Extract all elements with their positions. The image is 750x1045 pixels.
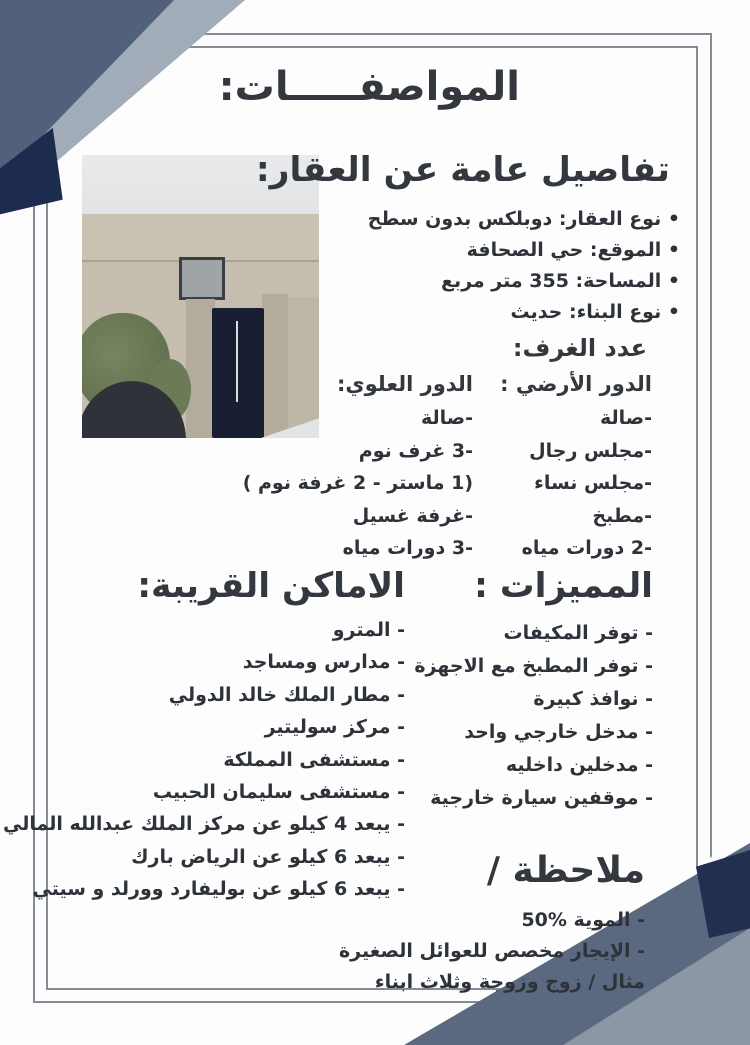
section-note: [339, 850, 645, 998]
nearby-place-item: - مطار الملك خالد الدولي: [168, 683, 405, 706]
upper-floor-heading: الدور العلوي:: [337, 372, 473, 396]
general-details-heading: تفاصيل عامة عن العقار:: [255, 150, 670, 190]
section-features: [414, 566, 653, 815]
photo-stone-pillar-left: [186, 299, 214, 438]
features-list: [414, 617, 653, 815]
ground-floor-item: -مجلس نساء: [534, 472, 652, 494]
nearby-place-item: - يبعد 6 كيلو عن بوليفارد وورلد و سيتي: [32, 878, 405, 901]
note-list: [339, 905, 645, 998]
nearby-place-item: - مركز سوليتير: [264, 716, 405, 739]
feature-item: - مدخل خارجي واحد: [464, 721, 653, 743]
ground-floor-heading: الدور الأرضي :: [500, 372, 652, 396]
general-details-list: [256, 204, 680, 328]
nearby-place-item: - مدارس ومساجد: [242, 651, 405, 674]
nearby-place-item: - مستشفى سليمان الحبيب: [152, 781, 405, 804]
ground-floor-item: -مطبخ: [592, 504, 652, 527]
note-item: - الموية %50: [521, 909, 645, 931]
ground-floor-item: -2 دورات مياه: [521, 537, 652, 559]
upper-floor-item: -3 دورات مياه: [342, 537, 473, 559]
feature-item: - نوافذ كبيرة: [533, 688, 653, 710]
nearby-place-item: - يبعد 6 كيلو عن الرياض بارك: [131, 845, 405, 868]
upper-floor-item: -غرفة غسيل: [352, 504, 473, 527]
feature-item: - توفر المكيفات: [503, 622, 653, 644]
nearby-place-item: - يبعد 4 كيلو عن مركز الملك عبدالله المالي: [3, 813, 405, 836]
upper-floor-item: -صالة: [420, 407, 473, 429]
ground-floor-list: [500, 402, 652, 565]
feature-item: - مدخلين داخليه: [505, 754, 653, 776]
upper-floor-list: [243, 402, 473, 565]
rooms-heading: عدد الغرف:: [512, 334, 647, 362]
general-detail-item: • نوع البناء: حديث: [256, 297, 680, 328]
feature-item: - توفر المطبخ مع الاجهزة: [414, 655, 653, 677]
general-detail-item: • المساحة: 355 متر مربع: [256, 266, 680, 297]
features-heading: المميزات :: [474, 566, 653, 606]
general-detail-item: • نوع العقار: دوبلكس بدون سطح: [256, 204, 680, 235]
upper-floor-item: (1 ماستر - 2 غرفة نوم ): [242, 472, 473, 494]
photo-window: [179, 257, 225, 300]
note-heading: ملاحظة /: [486, 850, 645, 891]
section-upper-floor: [243, 372, 473, 565]
section-ground-floor: [500, 372, 652, 565]
note-item: مثال / زوج وزوجة وثلاث ابناء: [374, 971, 645, 993]
nearby-places-heading: الاماكن القريبة:: [137, 566, 405, 606]
feature-item: - موقفين سيارة خارجية: [430, 787, 653, 809]
general-detail-item: • الموقع: حي الصحافة: [256, 235, 680, 266]
ground-floor-item: -صالة: [599, 407, 652, 429]
ground-floor-item: -مجلس رجال: [529, 439, 652, 462]
photo-door-handle: [236, 321, 238, 402]
nearby-place-item: - المترو: [332, 619, 405, 641]
section-general-details: [256, 150, 670, 328]
page-title: المواصفـــــات:: [218, 64, 520, 110]
nearby-place-item: - مستشفى المملكة: [223, 748, 405, 771]
note-item: - الإيجار مخصص للعوائل الصغيرة: [338, 940, 645, 962]
upper-floor-item: -3 غرف نوم: [358, 439, 473, 462]
